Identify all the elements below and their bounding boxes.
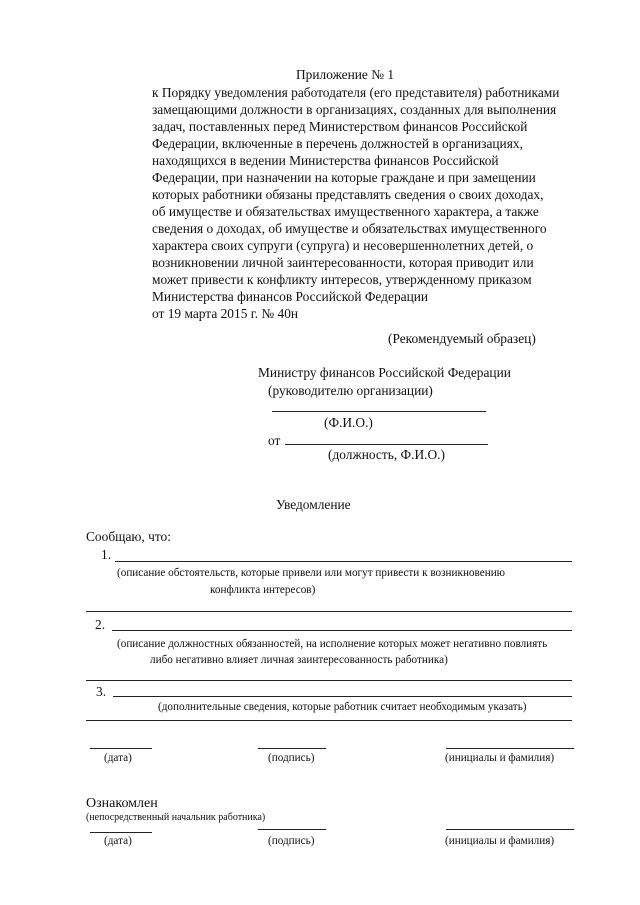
item1-caption1: (описание обстоятельств, которые привели или могут привести к возникновению bbox=[117, 567, 506, 579]
signature-caption: (подпись) bbox=[268, 752, 315, 764]
item2-caption2: либо негативно влияет личная заинтересованность работника) bbox=[150, 654, 448, 666]
report-intro: Сообщаю, что: bbox=[86, 529, 171, 544]
signature-blank-line bbox=[258, 748, 326, 749]
fio-blank-line bbox=[272, 411, 486, 412]
name-caption: (инициалы и фамилия) bbox=[445, 752, 555, 764]
item1-caption2: конфликта интересов) bbox=[210, 584, 316, 596]
appendix-line: характера своих супруги (супруга) и несовершеннолетних детей, о bbox=[152, 238, 534, 253]
appendix-title: Приложение № 1 bbox=[296, 67, 395, 82]
addressee-line1: Министру финансов Российской Федерации bbox=[258, 365, 511, 380]
appendix-line: замещающими должности в организациях, созданных для выполнения bbox=[152, 102, 557, 117]
item3-extra-line bbox=[86, 720, 572, 721]
from-blank-line bbox=[285, 444, 488, 445]
date-caption: (дата) bbox=[104, 752, 132, 764]
ack-date-caption: (дата) bbox=[104, 835, 132, 847]
item3-caption1: (дополнительные сведения, которые работник считает необходимым указать) bbox=[158, 701, 527, 713]
appendix-line: сведения о доходах, об имуществе и обязательствах имущественного bbox=[152, 221, 547, 236]
from-label: от bbox=[268, 433, 281, 448]
fio-caption: (Ф.И.О.) bbox=[324, 415, 373, 430]
appendix-line: которых работники обязаны представлять сведения о своих доходах, bbox=[152, 187, 544, 202]
item1-blank-line bbox=[115, 561, 572, 562]
appendix-line: к Порядку уведомления работодателя (его представителя) работниками bbox=[152, 85, 560, 100]
appendix-line: об имуществе и обязательствах имущественного характера, а также bbox=[152, 204, 539, 219]
ack-name-blank-line bbox=[446, 829, 574, 830]
appendix-line: Федерации, при назначении на которые граждане и при замещении bbox=[152, 170, 536, 185]
appendix-text bbox=[152, 84, 559, 322]
item2-blank-line bbox=[112, 630, 572, 631]
acknowledged-subtitle: (непосредственный начальник работника) bbox=[86, 812, 266, 823]
ack-signature-caption: (подпись) bbox=[268, 835, 315, 847]
item-number: 2. bbox=[95, 617, 106, 632]
appendix-order-date: от 19 марта 2015 г. № 40н bbox=[152, 306, 299, 321]
item3-blank-line bbox=[113, 696, 572, 697]
appendix-line: Федерации, включенные в перечень должностей в организациях, bbox=[152, 136, 523, 151]
appendix-line: может привести к конфликту интересов, утвержденному приказом bbox=[152, 272, 532, 287]
item-number: 1. bbox=[101, 547, 112, 562]
acknowledged-title: Ознакомлен bbox=[86, 796, 158, 811]
date-blank-line bbox=[90, 748, 152, 749]
item1-extra-line bbox=[86, 611, 572, 612]
notice-title: Уведомление bbox=[276, 497, 351, 512]
sample-note: (Рекомендуемый образец) bbox=[388, 331, 536, 346]
ack-name-caption: (инициалы и фамилия) bbox=[445, 835, 555, 847]
item-number: 3. bbox=[96, 684, 107, 699]
position-caption: (должность, Ф.И.О.) bbox=[328, 447, 445, 462]
item2-extra-line bbox=[86, 680, 572, 681]
ack-signature-blank-line bbox=[258, 829, 326, 830]
ack-date-blank-line bbox=[90, 832, 152, 833]
name-blank-line bbox=[446, 748, 574, 749]
appendix-line: задач, поставленных перед Министерством финансов Российской bbox=[152, 119, 528, 134]
addressee-line2: (руководителю организации) bbox=[268, 383, 433, 398]
appendix-line: Министерства финансов Российской Федерации bbox=[152, 289, 429, 304]
item2-caption1: (описание должностных обязанностей, на исполнение которых может негативно повлиять bbox=[117, 638, 548, 650]
appendix-line: находящихся в ведении Министерства финансов Российской bbox=[152, 153, 499, 168]
appendix-line: возникновении личной заинтересованности, которая приводит или bbox=[152, 255, 534, 270]
